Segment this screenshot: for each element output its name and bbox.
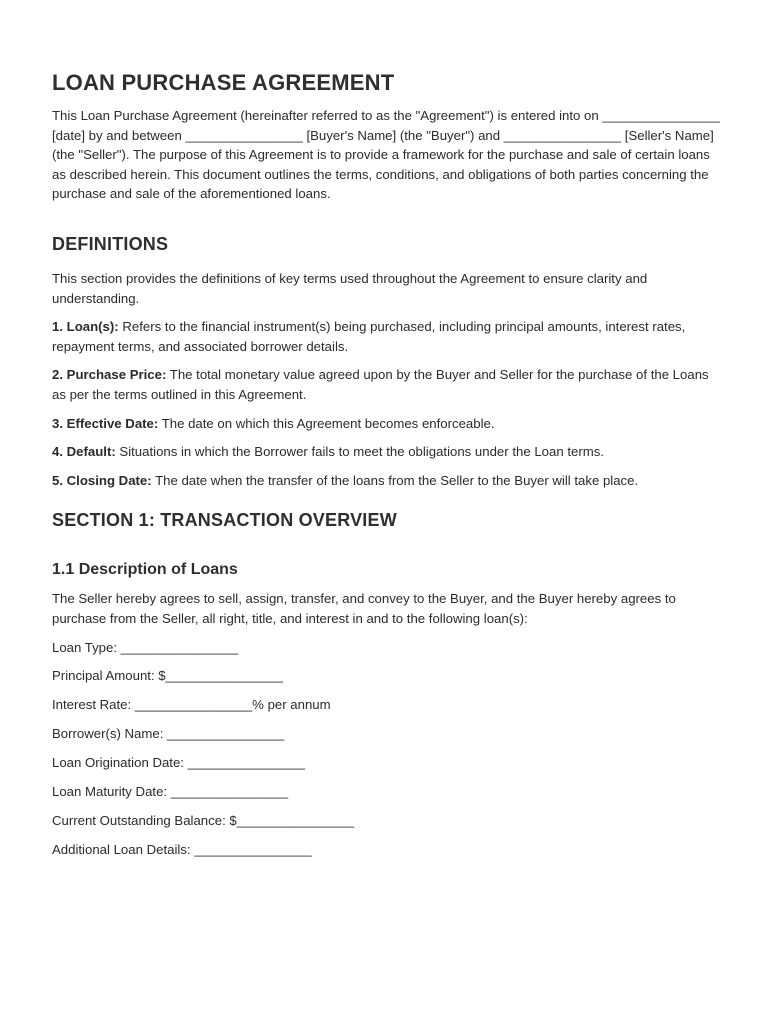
additional-details-field: Additional Loan Details: ________________	[52, 842, 312, 858]
definition-text: Situations in which the Borrower fails to meet the obligations under the Loan terms.	[115, 444, 604, 460]
loan-type-field: Loan Type: ________________	[52, 639, 239, 655]
definitions-intro: This section provides the definitions of key terms used throughout the Agreement to ensure clarity and understanding.	[52, 270, 648, 306]
outstanding-balance-field: Current Outstanding Balance: $________________	[52, 813, 355, 829]
document-page	[52, 70, 720, 869]
document-title: LOAN PURCHASE AGREEMENT	[52, 70, 395, 95]
definition-term: 5. Closing Date:	[52, 472, 152, 488]
origination-date-field: Loan Origination Date: ________________	[52, 755, 305, 771]
principal-amount-field: Principal Amount: $________________	[52, 668, 283, 684]
section1-paragraph: The Seller hereby agrees to sell, assign, transfer, and convey to the Buyer, and the Buyer hereby agrees to purchase from the Seller, all right, title, and interest in and to the following loan(s):	[52, 591, 676, 626]
definition-item	[52, 414, 720, 434]
definition-text: The total monetary value agreed upon by the Buyer and Seller for the purchase of the Loans as per the terms outlined in this Agreement.	[52, 367, 709, 402]
definition-term: 1. Loan(s):	[52, 319, 119, 335]
maturity-date-field: Loan Maturity Date: ________________	[52, 784, 289, 800]
definitions-heading: DEFINITIONS	[52, 233, 169, 254]
definition-text: The date on which this Agreement becomes enforceable.	[158, 415, 495, 431]
intro-paragraph: This Loan Purchase Agreement (hereinafter referred to as the "Agreement") is entered into on ________________ [date] by and between ________________ [Buyer's Name] (the "Buyer") and ________________ [Seller's Name] (the "Seller"). The purpose of this Agreement is to provide a framework for the purchase and sale of certain loans as described herein. This document outlines the terms, conditions, and obligations of both parties concerning the purchase and sale of the aforementioned loans.	[52, 108, 720, 202]
definition-item	[52, 471, 720, 491]
interest-rate-field: Interest Rate: ________________% per annum	[52, 697, 331, 713]
definition-term: 4. Default:	[52, 444, 116, 460]
definition-text: Refers to the financial instrument(s) being purchased, including principal amounts, interest rates, repayment terms, and associated borrower details.	[52, 319, 686, 354]
definition-text: The date when the transfer of the loans from the Seller to the Buyer will take place.	[151, 472, 639, 488]
borrower-name-field: Borrower(s) Name: ________________	[52, 726, 285, 742]
definition-item	[52, 365, 720, 404]
definition-item	[52, 442, 720, 462]
section1-heading: SECTION 1: TRANSACTION OVERVIEW	[52, 510, 397, 531]
definition-item	[52, 317, 720, 356]
definition-term: 3. Effective Date:	[52, 415, 159, 431]
section1-subheading: 1.1 Description of Loans	[52, 561, 238, 579]
definition-term: 2. Purchase Price:	[52, 367, 167, 383]
